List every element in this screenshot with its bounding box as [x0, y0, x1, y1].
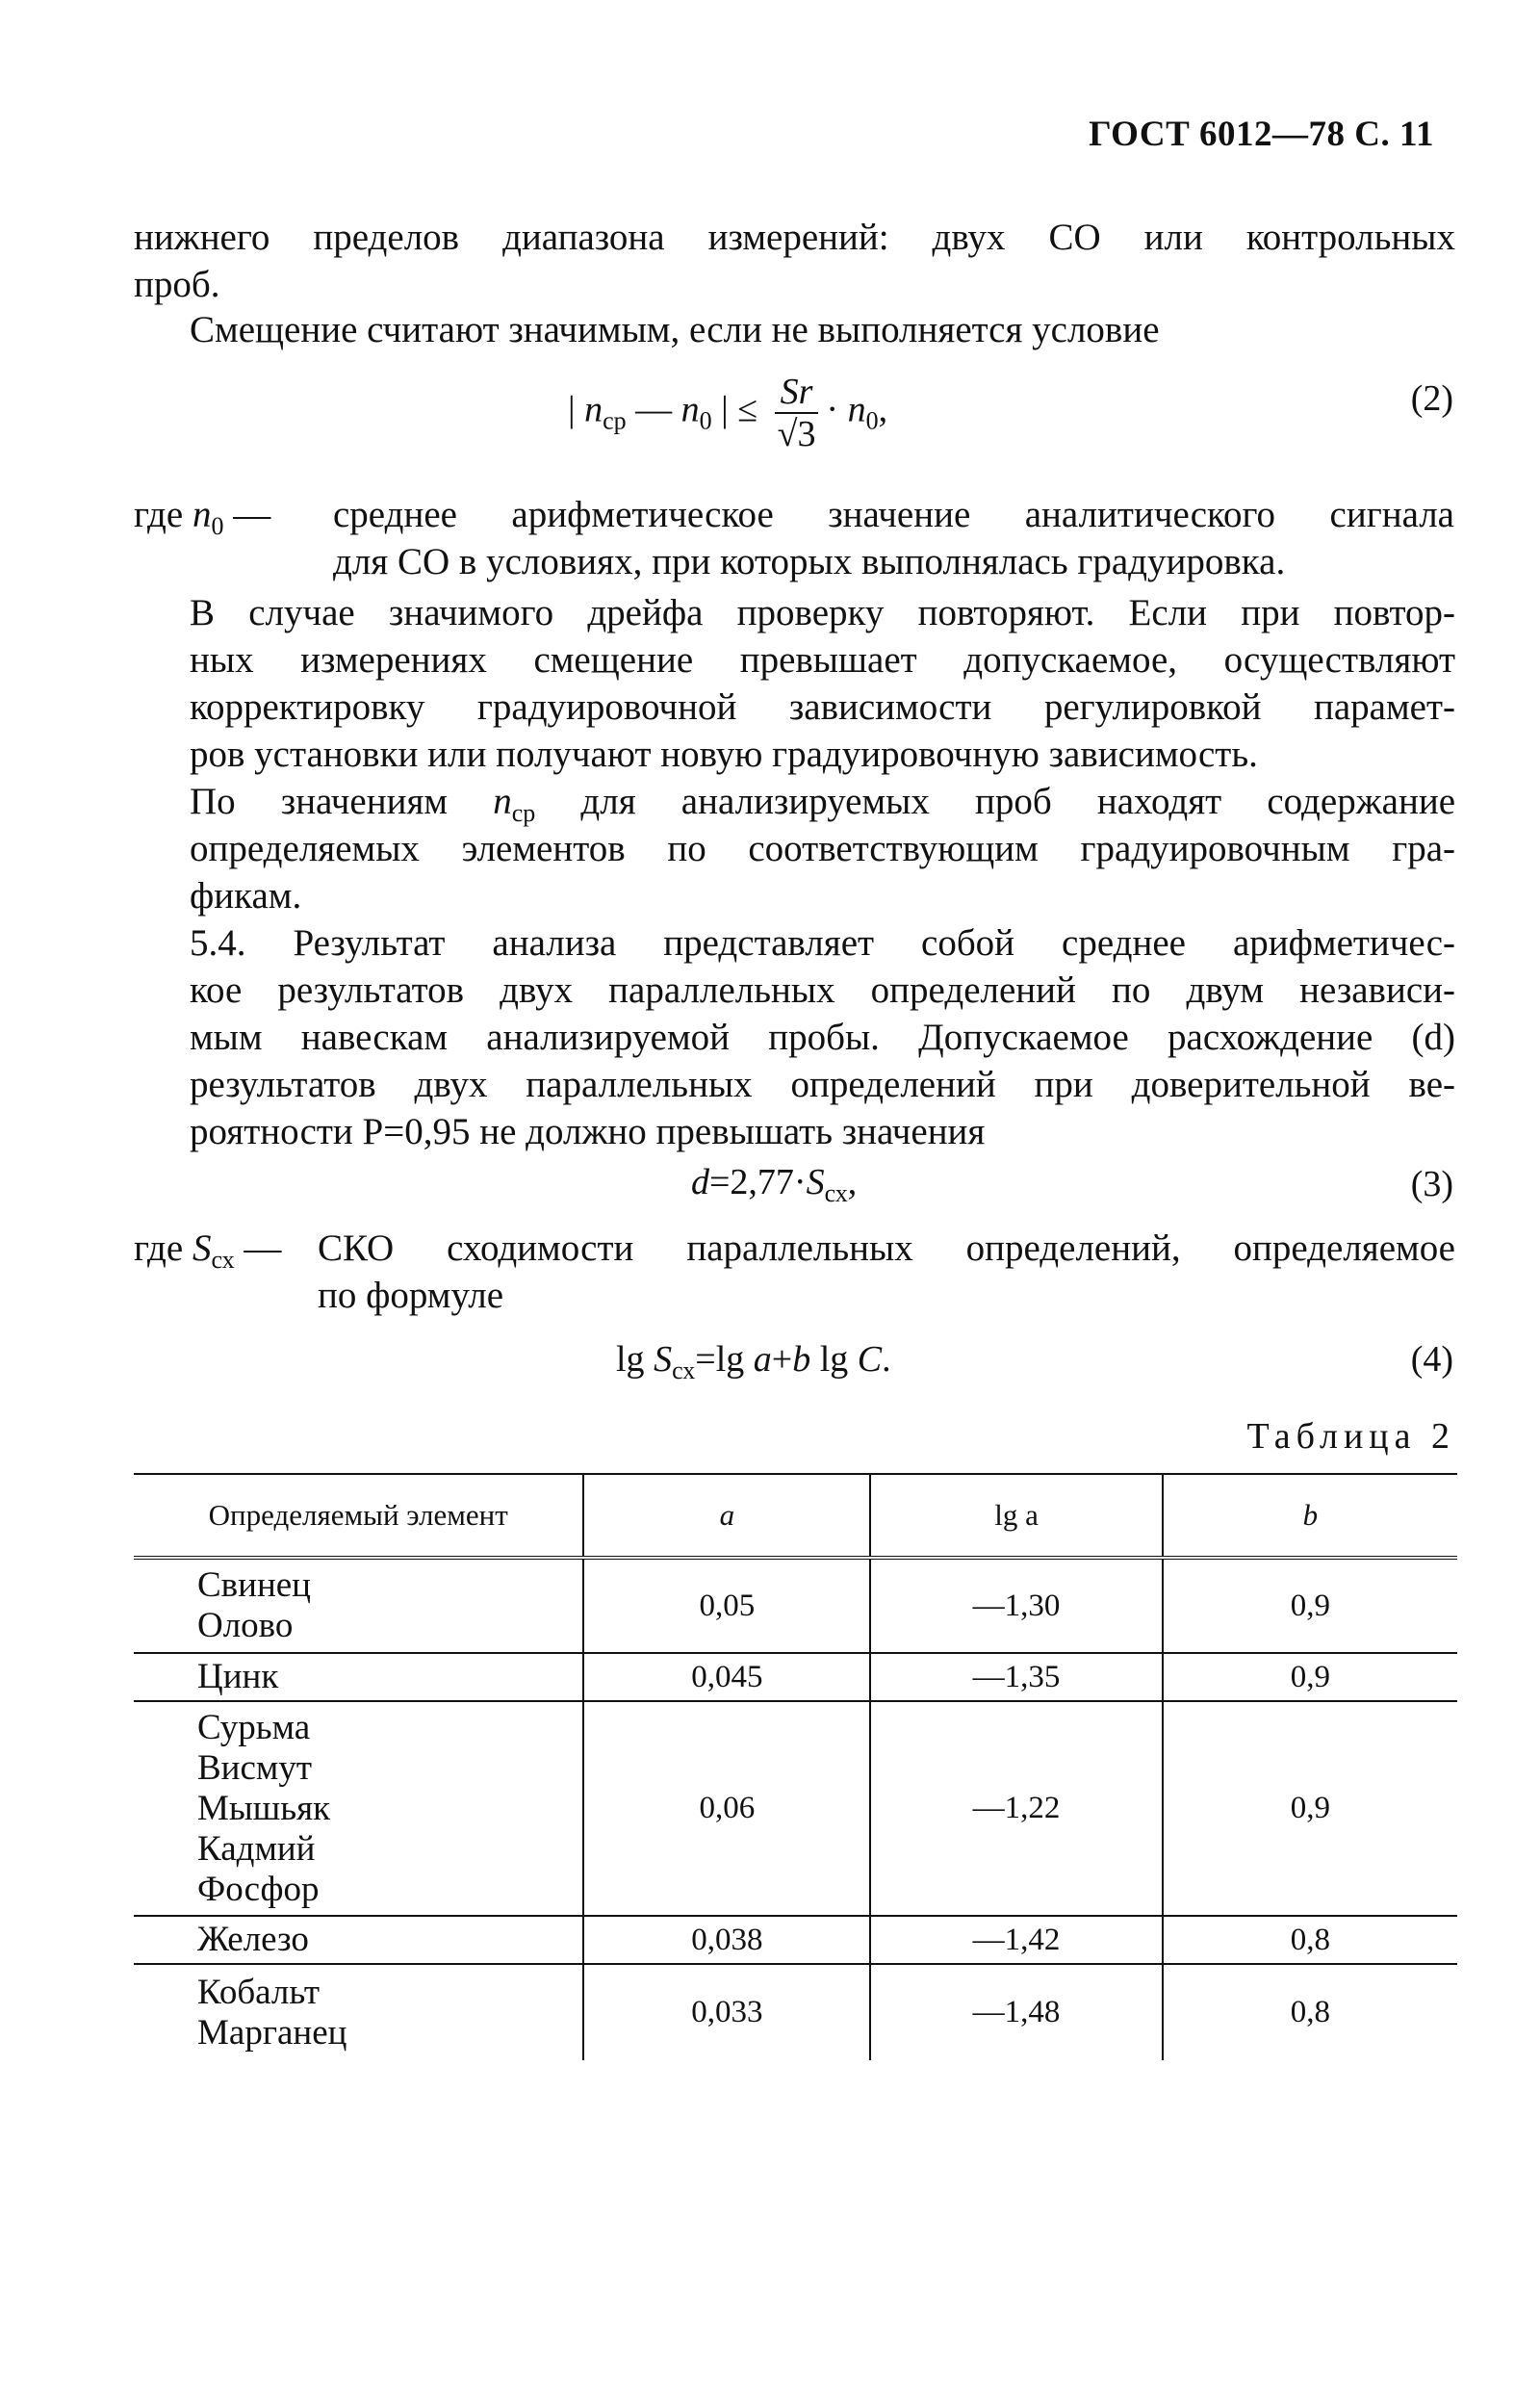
table-row — [134, 1558, 1457, 1653]
a-cell: 0,033 — [583, 1964, 870, 2060]
formula-sub: сх — [211, 1246, 235, 1274]
lga-cell: —1,22 — [870, 1701, 1163, 1916]
formula-sub: ср — [603, 406, 627, 435]
fraction-denominator: √3 — [777, 414, 816, 454]
element-name: Мышьяк — [197, 1788, 331, 1828]
text-line: по формуле — [318, 1275, 504, 1316]
formula-var: b — [792, 1339, 811, 1380]
element-name: Цинк — [197, 1657, 279, 1696]
column-header: a — [583, 1474, 870, 1558]
formula-text: =2,77· — [709, 1162, 807, 1202]
element-name: Олово — [197, 1606, 294, 1645]
where-label — [134, 491, 270, 538]
a-cell: 0,045 — [583, 1653, 870, 1701]
formula-sub: 0 — [865, 406, 879, 435]
text-fragment: По значениям — [190, 781, 449, 822]
formula-number: (4) — [1410, 1339, 1453, 1380]
element-name: Сурьма — [197, 1707, 311, 1747]
formula-var: n — [584, 389, 603, 430]
b-cell: 0,8 — [1163, 1916, 1457, 1964]
formula-3 — [691, 1161, 858, 1207]
text-line: В случае значимого дрейфа проверку повторяют. Если при повтор- — [190, 592, 1455, 633]
formula-var: a — [753, 1339, 772, 1380]
element-cell — [134, 1653, 583, 1701]
element-name: Висмут — [197, 1747, 312, 1788]
b-cell: 0,9 — [1163, 1558, 1457, 1653]
lga-cell: —1,30 — [870, 1558, 1163, 1653]
text-line: нижнего пределов диапазона измерений: двух СО или контрольных — [134, 217, 1455, 258]
a-cell: 0,038 — [583, 1916, 870, 1964]
text-line: для СО в условиях, при которых выполнялась градуировка. — [333, 541, 1286, 582]
a-cell: 0,06 — [583, 1701, 870, 1916]
table-row — [134, 1916, 1457, 1964]
formula-text: . — [882, 1339, 891, 1380]
formula-sub: 0 — [211, 512, 224, 540]
b-cell: 0,9 — [1163, 1653, 1457, 1701]
a-cell: 0,05 — [583, 1558, 870, 1653]
text-line: роятности P=0,95 не должно превышать значения — [190, 1111, 986, 1152]
element-name: Свинец — [197, 1565, 311, 1605]
paragraph-bias-condition — [134, 306, 1455, 353]
element-name: Железо — [197, 1920, 309, 1959]
element-cell — [134, 1701, 583, 1916]
column-header: b — [1163, 1474, 1457, 1558]
lga-cell: —1,35 — [870, 1653, 1163, 1701]
formula-var: n — [493, 781, 512, 822]
column-header: Определяемый элемент — [134, 1474, 583, 1558]
lga-cell: —1,42 — [870, 1916, 1163, 1964]
formula-2: | $n_{ср}$ — $n_0$ | ≤ $\frac{Sr}{√3}$ · $n_0$, — [568, 372, 888, 454]
text-line — [134, 778, 1455, 825]
formula-text: + — [771, 1339, 793, 1380]
text-line: фикам. — [190, 875, 302, 917]
formula-fraction — [775, 372, 819, 454]
paragraph-continuation — [134, 214, 1455, 308]
header-text: lg a — [994, 1498, 1039, 1532]
element-name: Кадмий — [197, 1828, 316, 1869]
table-caption: Таблица 2 — [1246, 1416, 1455, 1457]
formula-sub: сх — [672, 1356, 696, 1384]
formula-text: , — [847, 1162, 858, 1202]
table-row — [134, 1701, 1457, 1916]
formula-number: (2) — [1410, 378, 1453, 419]
lga-cell: —1,48 — [870, 1964, 1163, 2060]
text-line: результатов двух параллельных определений при доверительной ве- — [190, 1064, 1455, 1105]
element-cell — [134, 1558, 583, 1653]
element-cell — [134, 1964, 583, 2060]
text-line: корректировку градуировочной зависимости регулировкой парамет- — [190, 686, 1455, 728]
text-line: 5.4. Результат анализа представляет собой среднее арифметичес- — [190, 922, 1455, 964]
element-name: Кобальт — [197, 1972, 321, 2012]
formula-sub: 0 — [699, 406, 712, 435]
formula-var: S — [806, 1162, 825, 1202]
text-line: среднее арифметическое значение аналитического сигнала — [333, 494, 1454, 535]
formula-var: S — [192, 1227, 212, 1269]
formula-var: n — [847, 389, 866, 430]
formula-text: lg — [616, 1339, 645, 1380]
column-header — [870, 1474, 1163, 1558]
element-cell — [134, 1916, 583, 1964]
formula-number: (3) — [1410, 1164, 1453, 1204]
dash: — — [244, 1227, 282, 1269]
table-header-row — [134, 1474, 1457, 1558]
formula-var: d — [691, 1162, 709, 1202]
element-name: Фосфор — [197, 1869, 320, 1909]
where-word: где — [134, 1227, 184, 1269]
paragraph-calibration — [134, 778, 1455, 919]
page-header: ГОСТ 6012—78 С. 11 — [1089, 115, 1434, 154]
text-line: СКО сходимости параллельных определений, определяемое — [318, 1227, 1455, 1269]
paragraph-5-4 — [134, 919, 1455, 1155]
where-definition — [333, 491, 1454, 585]
formula-sub: сх — [824, 1179, 848, 1207]
fraction-numerator: Sr — [775, 372, 819, 414]
formula-var: C — [857, 1339, 883, 1380]
where-label — [134, 1225, 281, 1272]
text-line: ров установки или получают новую градуировочную зависимость. — [190, 734, 1258, 775]
text-line: проб. — [134, 264, 220, 305]
formula-text: =lg — [695, 1339, 745, 1380]
text-line: ных измерениях смещение превышает допускаемое, осуществляют — [190, 639, 1455, 681]
text-line: определяемых элементов по соответствующим градуировочным гра- — [190, 828, 1455, 869]
table-row — [134, 1653, 1457, 1701]
element-name: Марганец — [197, 2012, 347, 2053]
text-fragment: для анализируемых проб находят содержание — [580, 781, 1455, 822]
b-cell: 0,9 — [1163, 1701, 1457, 1916]
formula-var: n — [680, 389, 700, 430]
text-line: Смещение считают значимым, если не выполняется условие — [190, 309, 1160, 350]
text-line: кое результатов двух параллельных определений по двум независи- — [190, 969, 1455, 1011]
dash: — — [233, 494, 271, 535]
formula-var: S — [654, 1339, 673, 1380]
data-table — [134, 1473, 1457, 2060]
formula-text: lg — [819, 1339, 849, 1380]
where-word: где — [134, 494, 184, 535]
table-row — [134, 1964, 1457, 2060]
b-cell: 0,8 — [1163, 1964, 1457, 2060]
formula-sub: ср — [511, 799, 536, 827]
where-definition — [318, 1225, 1455, 1319]
formula-var: n — [192, 494, 212, 535]
paragraph-drift — [134, 589, 1455, 778]
text-line: мым навескам анализируемой пробы. Допускаемое расхождение (d) — [190, 1017, 1455, 1058]
formula-4 — [616, 1338, 891, 1384]
